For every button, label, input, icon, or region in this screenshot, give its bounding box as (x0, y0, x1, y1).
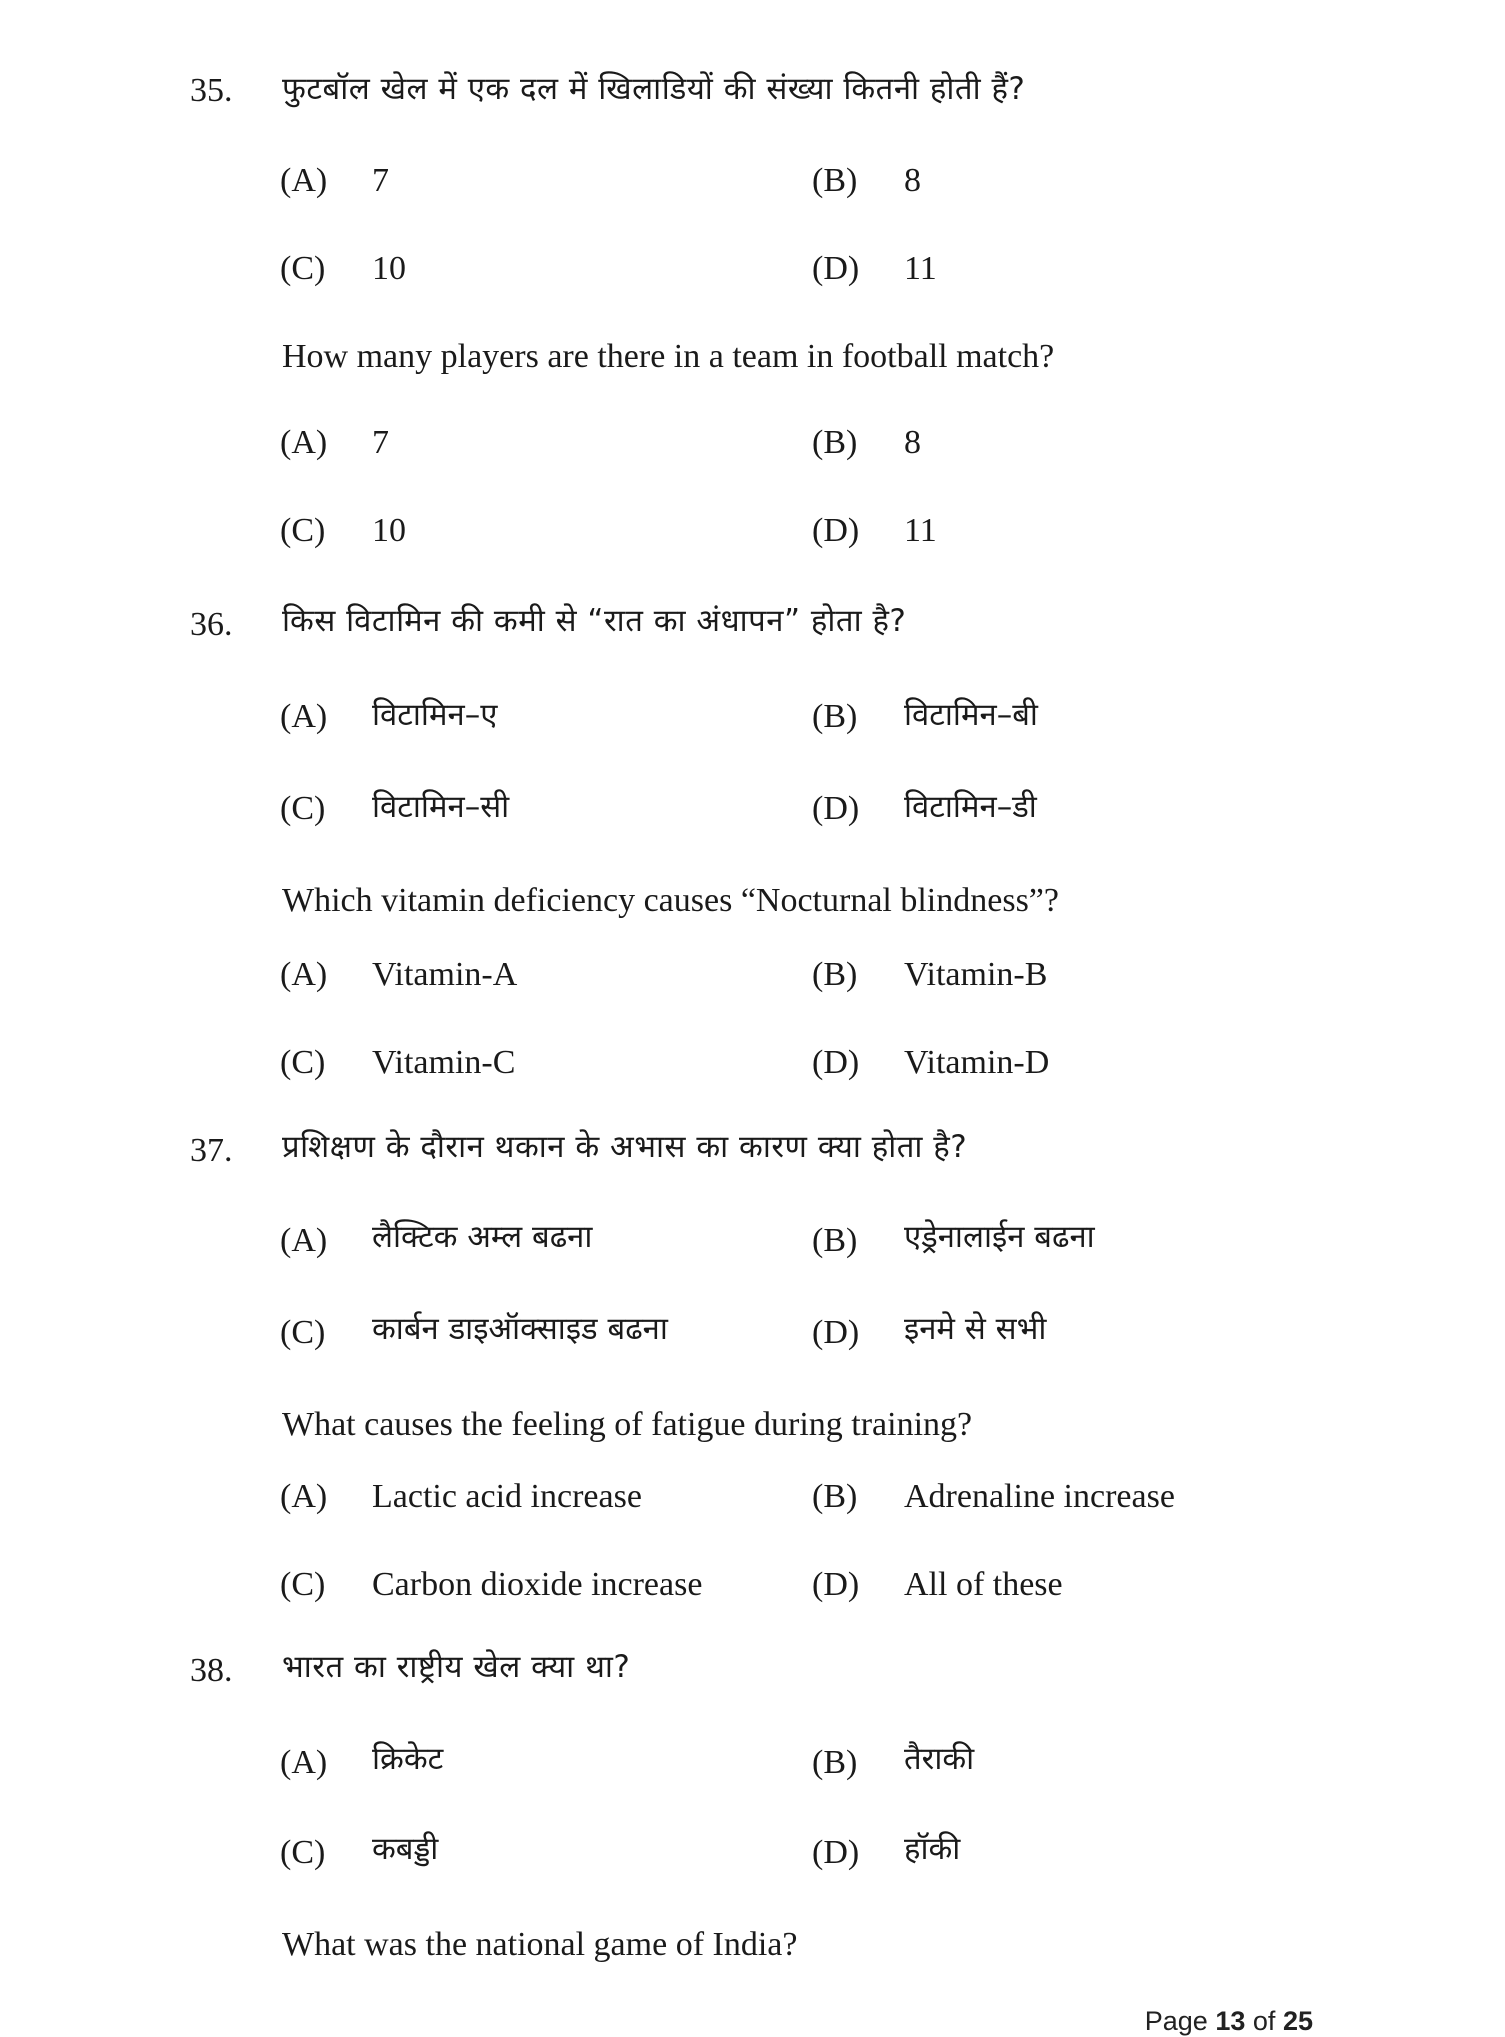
option-letter: (A) (280, 1222, 328, 1259)
option-letter: (B) (812, 1478, 858, 1515)
option-text: 10 (372, 512, 406, 549)
option-text: 11 (904, 512, 937, 549)
option-letter: (C) (280, 1566, 326, 1603)
option-letter: (B) (812, 698, 858, 735)
option-letter: (C) (280, 790, 326, 827)
option-letter: (D) (812, 1314, 860, 1351)
total-pages: 25 (1282, 2006, 1313, 2036)
question-text-hindi: भारत का राष्ट्रीय खेल क्या था? (282, 1649, 631, 1685)
question-text-english: What causes the feeling of fatigue during training? (282, 1406, 973, 1443)
option-letter: (B) (812, 1744, 858, 1781)
option-letter: (D) (812, 512, 860, 549)
option-letter: (C) (280, 1044, 326, 1081)
option-letter: (D) (812, 790, 860, 827)
option-text: एड्रेनालाईन बढना (904, 1219, 1095, 1255)
option-letter: (D) (812, 250, 860, 287)
of-label: of (1252, 2006, 1276, 2036)
option-text: Vitamin-D (904, 1044, 1050, 1081)
question-text-hindi: प्रशिक्षण के दौरान थकान के अभास का कारण क्या होता है? (282, 1129, 968, 1165)
option-letter: (C) (280, 1834, 326, 1871)
option-text: 8 (904, 162, 921, 199)
page-number: 13 (1215, 2006, 1246, 2036)
question-number: 37. (190, 1132, 233, 1169)
option-letter: (A) (280, 424, 328, 461)
option-text: विटामिन–सी (372, 789, 510, 825)
option-text: विटामिन–डी (904, 789, 1037, 825)
option-letter: (D) (812, 1834, 860, 1871)
option-text: लैक्टिक अम्ल बढना (372, 1219, 593, 1255)
option-text: इनमे से सभी (904, 1311, 1047, 1347)
option-text: तैराकी (904, 1741, 975, 1777)
option-letter: (B) (812, 424, 858, 461)
question-number: 38. (190, 1652, 233, 1689)
option-letter: (C) (280, 512, 326, 549)
option-letter: (C) (280, 250, 326, 287)
option-text: 7 (372, 424, 389, 461)
question-text-hindi: फुटबॉल खेल में एक दल में खिलाडियों की संख्या कितनी होती हैं? (282, 71, 1026, 107)
question-text-english: Which vitamin deficiency causes “Nocturnal blindness”? (282, 882, 1059, 919)
option-text: Carbon dioxide increase (372, 1566, 703, 1603)
option-letter: (B) (812, 162, 858, 199)
option-letter: (B) (812, 1222, 858, 1259)
option-text: कार्बन डाइऑक्साइड बढना (372, 1311, 668, 1347)
option-letter: (A) (280, 1744, 328, 1781)
option-text: 10 (372, 250, 406, 287)
option-text: 8 (904, 424, 921, 461)
option-text: कबड्डी (372, 1831, 439, 1867)
option-letter: (D) (812, 1044, 860, 1081)
page-footer (1145, 2006, 1313, 2037)
option-text: Adrenaline increase (904, 1478, 1175, 1515)
option-text: All of these (904, 1566, 1063, 1603)
option-text: 7 (372, 162, 389, 199)
option-text: 11 (904, 250, 937, 287)
option-text: Vitamin-B (904, 956, 1048, 993)
option-letter: (A) (280, 956, 328, 993)
option-text: Vitamin-A (372, 956, 518, 993)
option-text: हॉकी (904, 1831, 961, 1867)
question-text-english: What was the national game of India? (282, 1926, 798, 1963)
option-text: क्रिकेट (372, 1741, 444, 1777)
question-number: 35. (190, 72, 233, 109)
option-letter: (B) (812, 956, 858, 993)
page-label: Page (1144, 2006, 1208, 2036)
option-letter: (D) (812, 1566, 860, 1603)
question-text-hindi: किस विटामिन की कमी से “रात का अंधापन” होता है? (282, 603, 907, 639)
option-text: Vitamin-C (372, 1044, 516, 1081)
question-number: 36. (190, 606, 233, 643)
question-text-english: How many players are there in a team in football match? (282, 338, 1055, 375)
option-text: Lactic acid increase (372, 1478, 642, 1515)
option-text: विटामिन–ए (372, 697, 498, 733)
option-letter: (A) (280, 162, 328, 199)
option-letter: (C) (280, 1314, 326, 1351)
option-text: विटामिन–बी (904, 697, 1038, 733)
option-letter: (A) (280, 698, 328, 735)
option-letter: (A) (280, 1478, 328, 1515)
